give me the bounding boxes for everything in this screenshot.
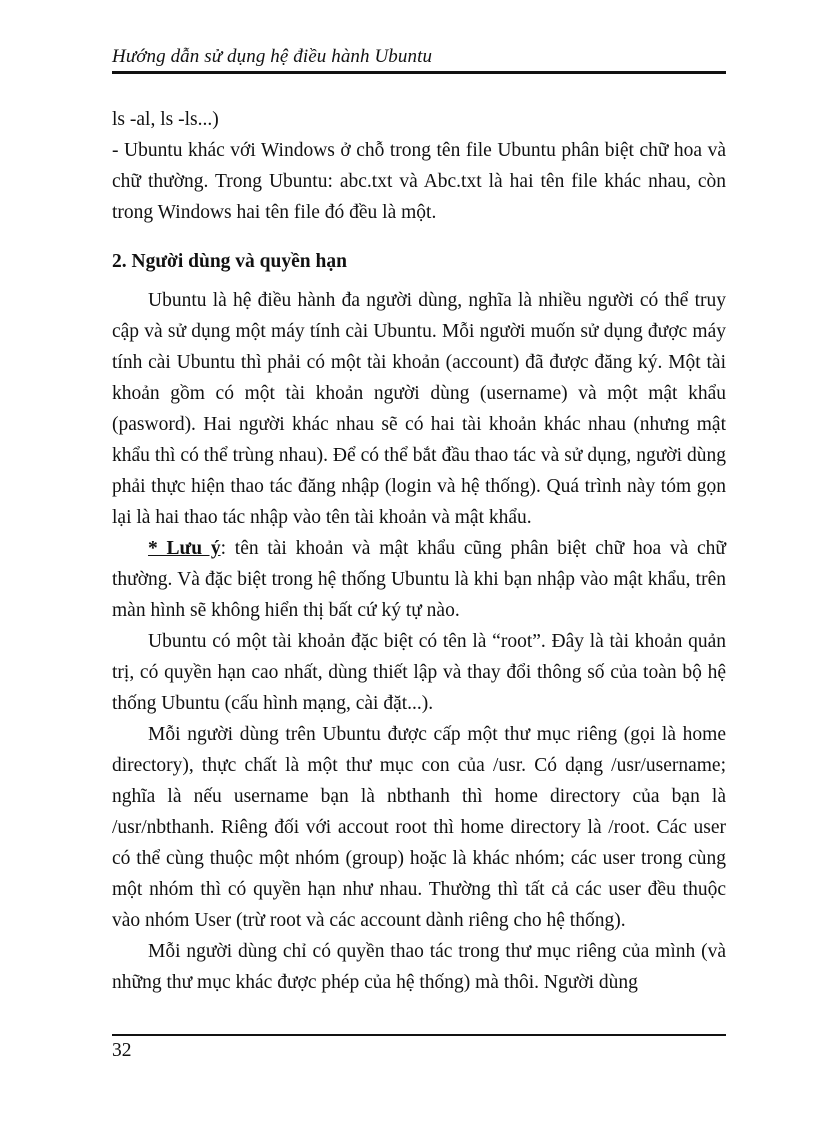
note-label: * Lưu ý <box>148 538 221 559</box>
note-paragraph <box>112 533 726 626</box>
note-text: : tên tài khoản và mật khẩu cũng phân biệt chữ hoa và chữ thường. Và đặc biệt trong hệ thống Ubuntu là khi bạn nhập vào mật khẩu, trên màn hình sẽ không hiển thị bất cứ ký tự nào. <box>112 538 727 621</box>
case-sensitivity-note: - Ubuntu khác với Windows ở chỗ trong tên file Ubuntu phân biệt chữ hoa và chữ thường. Trong Ubuntu: abc.txt và Abc.txt là hai tên file khác nhau, còn trong Windows hai tên file đó đều là một. <box>112 140 726 223</box>
paragraph-permissions: Mỗi người dùng chỉ có quyền thao tác trong thư mục riêng của mình (và những thư mục khác được phép của hệ thống) mà thôi. Người dùng <box>112 941 726 993</box>
continuation-line: ls -al, ls -ls...) <box>112 109 219 130</box>
paragraph-home-directory: Mỗi người dùng trên Ubuntu được cấp một thư mục riêng (gọi là home directory), thực chất là một thư mục con của /usr. Có dạng /usr/username; nghĩa là nếu username bạn là nbthanh thì home directory của bạn là /usr/nbthanh. Riêng đối với accout root thì home directory là /root. Các user có thể cùng thuộc một nhóm (group) hoặc là khác nhóm; các user trong cùng một nhóm thì có quyền hạn như nhau. Thường thì tất cả các user đều thuộc vào nhóm User (trừ root và các account dành riêng cho hệ thống). <box>112 724 726 931</box>
paragraph-multiuser: Ubuntu là hệ điều hành đa người dùng, nghĩa là nhiều người có thể truy cập và sử dụng một máy tính cài Ubuntu. Mỗi người muốn sử dụng được máy tính cài Ubuntu thì phải có một tài khoản (account) đã được đăng ký. Một tài khoản gồm có một tài khoản người dùng (username) và một mật khẩu (pasword). Hai người khác nhau sẽ có hai tài khoản khác nhau (nhưng mật khẩu thì có thể trùng nhau). Để có thể bắt đầu thao tác và sử dụng, người dùng phải thực hiện thao tác đăng nhập (login và hệ thống). Quá trình này tóm gọn lại là hai thao tác nhập vào tên tài khoản và mật khẩu. <box>112 290 726 528</box>
paragraph-root-account: Ubuntu có một tài khoản đặc biệt có tên là “root”. Đây là tài khoản quản trị, có quyền hạn cao nhất, dùng thiết lập và thay đổi thông số của toàn bộ hệ thống Ubuntu (cấu hình mạng, cài đặt...). <box>112 631 726 714</box>
running-title: Hướng dẫn sử dụng hệ điều hành Ubuntu <box>112 46 433 67</box>
header-divider <box>112 71 726 74</box>
page-number: 32 <box>112 1040 132 1061</box>
page-body <box>112 104 726 998</box>
page-header <box>112 44 726 74</box>
footer-divider <box>112 1034 726 1036</box>
section-heading: 2. Người dùng và quyền hạn <box>112 251 347 272</box>
page-footer <box>112 1034 726 1074</box>
